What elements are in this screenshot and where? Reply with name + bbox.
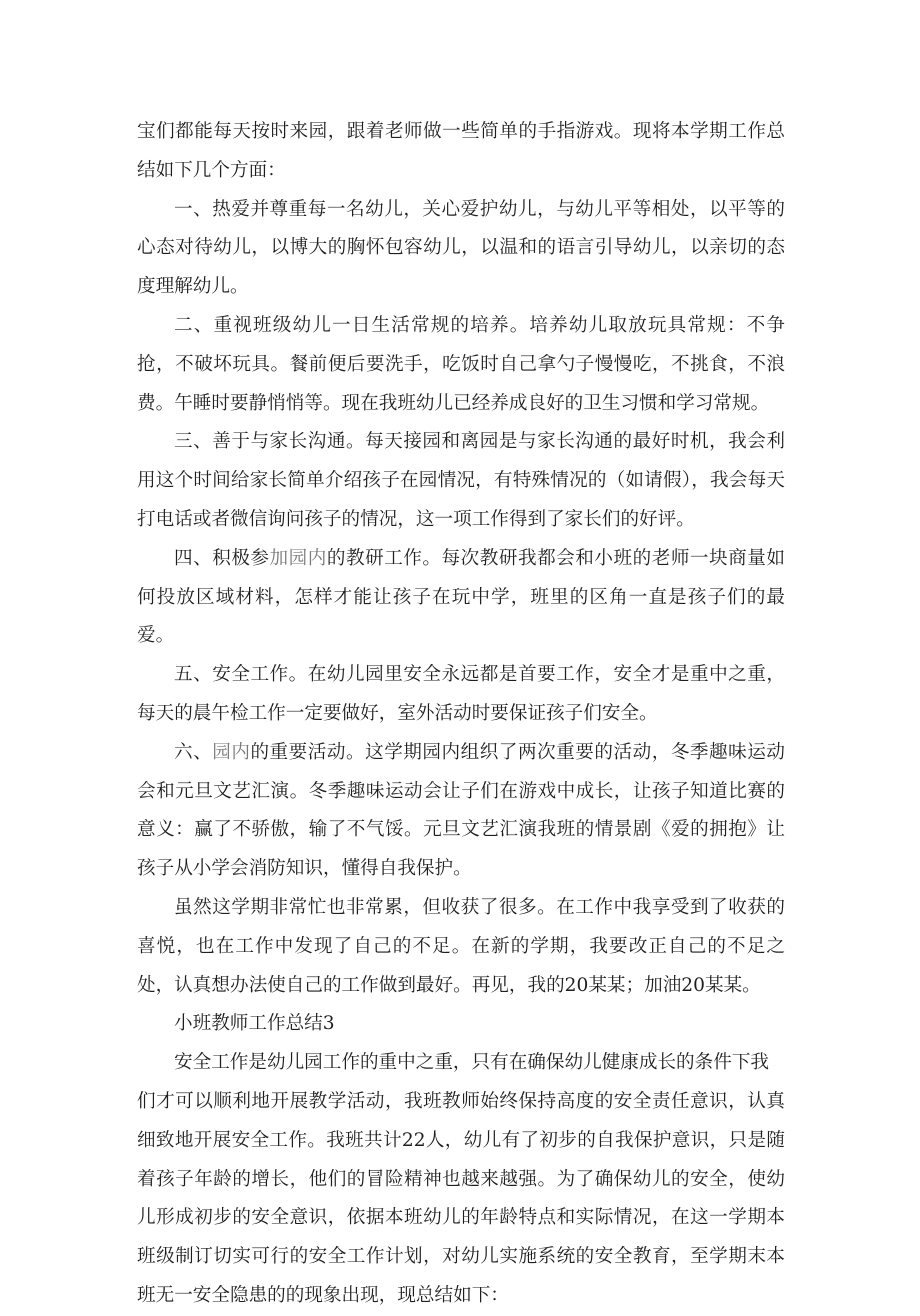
paragraph-item-1: 一、热爱并尊重每一名幼儿，关心爱护幼儿，与幼儿平等相处，以平等的心态对待幼儿，以博大的胸怀包容幼儿，以温和的语言引导幼儿，以亲切的态度理解幼儿。 (137, 198, 785, 298)
paragraph-item-4-part-2: 的教研工作。每次教研我都会和小班的老师一块商量如何投放区域材料，怎样才能让孩子在玩中学，班里的区角一直是孩子们的最爱。 (137, 547, 785, 647)
paragraph-item-2: 二、重视班级幼儿一日生活常规的培养。培养幼儿取放玩具常规：不争抢，不破坏玩具。餐前便后要洗手，吃饭时自己拿勺子慢慢吃，不挑食，不浪费。午睡时要静悄悄等。现在我班幼儿已经养成良好的卫生习惯和学习常规。 (137, 314, 785, 414)
document-body (137, 113, 785, 1316)
paragraph-item-4 (137, 540, 785, 656)
paragraph-safety-first-line: 安全工作是幼儿园工作的重中之重，只有在确保幼儿健康成长的条件下我 (174, 1052, 770, 1074)
paragraph-item-4-faded-text: 加园内 (269, 547, 327, 569)
paragraph-item-6-part-2: 的重要活动。这学期园内组织了两次重要的活动，冬季趣味运动会和元旦文艺汇演。冬季趣味运动会让子们在游戏中成长，让孩子知道比赛的意义：赢了不骄傲，输了不气馁。元旦文艺汇演我班的情景剧《爱的拥抱》让孩子从小学会消防知识，懂得自我保护。 (137, 741, 785, 880)
paragraph-conclusion: 虽然这学期非常忙也非常累，但收获了很多。在工作中我享受到了收获的喜悦，也在工作中发现了自己的不足。在新的学期，我要改正自己的不足之处，认真想办法使自己的工作做到最好。再见，我的20某某；加油20某某。 (137, 896, 785, 996)
paragraph-item-6 (137, 734, 785, 889)
paragraph-item-6-faded-text: 园内 (212, 741, 251, 763)
paragraph-item-3: 三、善于与家长沟通。每天接园和离园是与家长沟通的最好时机，我会利用这个时间给家长简单介绍孩子在园情况，有特殊情况的（如请假），我会每天打电话或者微信询问孩子的情况，这一项工作得到了家长们的好评。 (137, 431, 785, 530)
paragraph-item-5: 五、安全工作。在幼儿园里安全永远都是首要工作，安全才是重中之重，每天的晨午检工作一定要做好，室外活动时要保证孩子们安全。 (137, 664, 785, 724)
paragraph-item-6-part-1: 六、 (174, 741, 213, 763)
paragraph-intro: 宝们都能每天按时来园，跟着老师做一些简单的手指游戏。现将本学期工作总结如下几个方面： (137, 121, 785, 181)
section-heading: 小班教师工作总结3 (174, 1013, 335, 1035)
paragraph-item-4-part-1: 四、积极参 (174, 547, 270, 569)
paragraph-safety-body: 们才可以顺利地开展教学活动，我班教师始终保持高度的安全责任意识，认真细致地开展安全工作。我班共计22人，幼儿有了初步的自我保护意识，只是随着孩子年龄的增长，他们的冒险精神也越来越强。为了确保幼儿的安全，使幼儿形成初步的安全意识，依据本班幼儿的年龄特点和实际情况，在这一学期本班级制订切实可行的安全工作计划，对幼儿实施系统的安全教育，至学期末本班无一安全隐患的的现象出现，现总结如下： (137, 1090, 785, 1306)
